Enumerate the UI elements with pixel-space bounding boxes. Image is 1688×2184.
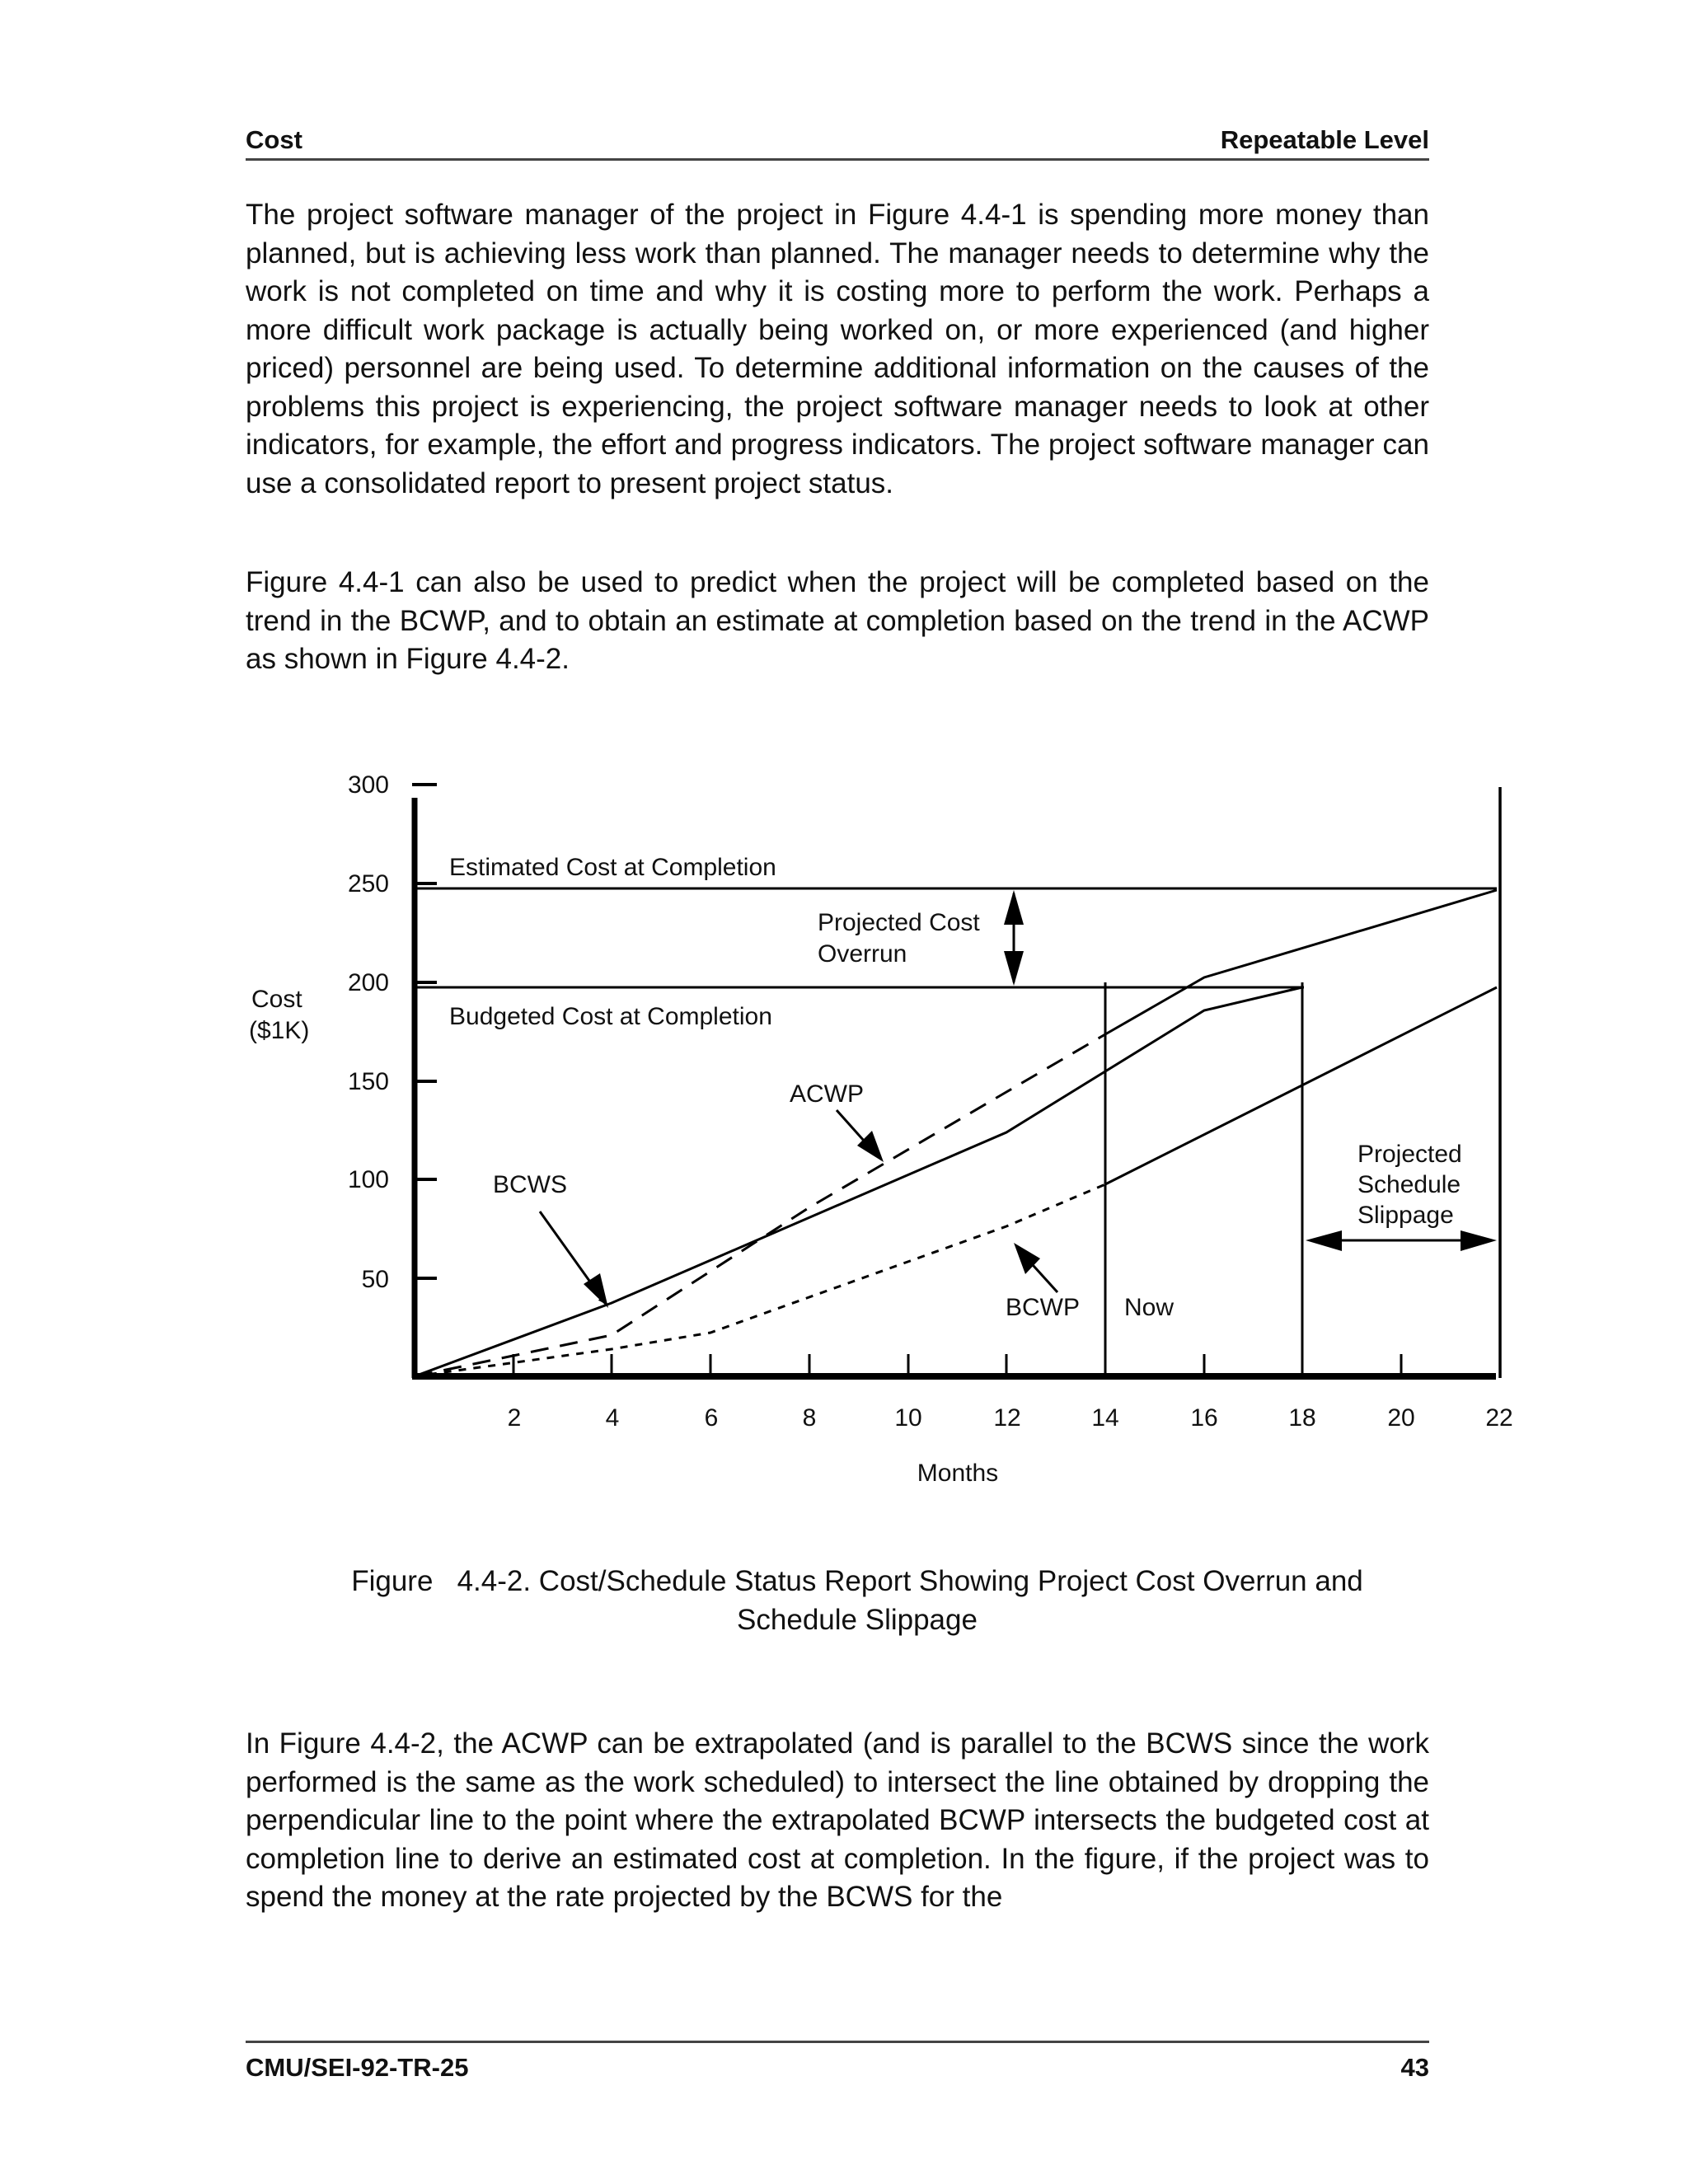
svg-text:8: 8 [802, 1404, 817, 1432]
y-tick-labels [348, 771, 389, 1293]
eac-label: Estimated Cost at Completion [449, 854, 776, 881]
acwp-label: ACWP [790, 1080, 864, 1108]
report-id: CMU/SEI-92-TR-25 [246, 2053, 469, 2082]
svg-text:50: 50 [361, 1266, 389, 1293]
svg-text:14: 14 [1091, 1404, 1119, 1432]
arrow-right-icon [1461, 1230, 1497, 1251]
svg-text:6: 6 [704, 1404, 719, 1432]
svg-text:18: 18 [1288, 1404, 1316, 1432]
body-paragraph-3: In Figure 4.4-2, the ACWP can be extrapolated (and is parallel to the BCWS since the work performed is the same as the work scheduled) to intersect the line obtained by dropping the perpendicular line to the point where the extrapolated BCWP intersects the budgeted cost at completion line to derive an estimated cost at completion. In the figure, if the project was to spend the money at the rate projected by the BCWS for the [246, 1727, 1429, 1913]
svg-text:100: 100 [347, 1166, 389, 1193]
arrow-left-icon [1306, 1230, 1342, 1251]
svg-text:250: 250 [347, 870, 389, 898]
svg-text:22: 22 [1485, 1404, 1513, 1432]
bcws-label: BCWS [493, 1171, 567, 1198]
body-paragraph-1: The project software manager of the project in Figure 4.4-1 is spending more money than planned, but is achieving less work than planned. The manager needs to determine why the work is not completed on time and why it is costing more to perform the work. Perhaps a more difficult work package is actually being worked on, or more experienced (and higher priced) personnel are being used. To determine additional information on the causes of the problems this project is experiencing, the project software manager needs to look at other indicators, for example, the effort and progress indicators. The project software manager can use a consolidated report to present project status. [246, 199, 1429, 499]
now-label: Now [1124, 1294, 1175, 1321]
bcwp-line [415, 1184, 1105, 1376]
overrun-label-line-1: Projected Cost [818, 909, 980, 936]
x-ticks [513, 1354, 1401, 1376]
acwp-line [415, 1034, 1105, 1376]
header-section-title: Cost [246, 125, 302, 154]
x-tick-labels [508, 1404, 1513, 1432]
y-axis-label-line-1: Cost [251, 986, 302, 1013]
page-footer [246, 2041, 1429, 2082]
figure-caption-line-2: Schedule Slippage [737, 1604, 978, 1636]
bac-label: Budgeted Cost at Completion [449, 1003, 772, 1030]
acwp-arrowhead-icon [857, 1131, 884, 1162]
svg-text:4: 4 [605, 1404, 620, 1432]
figure-caption [280, 1562, 1434, 1639]
svg-text:16: 16 [1190, 1404, 1218, 1432]
svg-text:300: 300 [347, 771, 389, 799]
slippage-label-line-3: Slippage [1357, 1202, 1454, 1229]
header-level-title: Repeatable Level [1220, 125, 1429, 154]
svg-text:12: 12 [993, 1404, 1021, 1432]
svg-text:10: 10 [894, 1404, 922, 1432]
svg-text:2: 2 [507, 1404, 522, 1432]
bcwp-label: BCWP [1006, 1294, 1080, 1321]
slippage-label-line-2: Schedule [1357, 1171, 1461, 1198]
svg-text:20: 20 [1387, 1404, 1415, 1432]
running-header [246, 124, 1429, 161]
overrun-label-line-2: Overrun [818, 940, 907, 968]
figure-caption-line-1: Figure 4.4-2. Cost/Schedule Status Report Showing Project Cost Overrun and [351, 1565, 1363, 1597]
figure-cost-schedule-chart [0, 742, 1688, 1516]
body-paragraph-2: Figure 4.4-1 can also be used to predict when the project will be completed based on the trend in the BCWP, and to obtain an estimate at completion based on the trend in the ACWP as shown in Figure 4.4-2. [246, 566, 1429, 675]
arrow-up-icon [1004, 890, 1024, 925]
svg-text:200: 200 [347, 969, 389, 996]
page-number: 43 [1400, 2053, 1429, 2082]
x-axis-label: Months [917, 1460, 999, 1487]
chart-svg [0, 742, 1688, 1516]
slippage-label-line-1: Projected [1357, 1141, 1462, 1168]
y-axis-label-line-2: ($1K) [249, 1017, 310, 1044]
svg-text:150: 150 [347, 1068, 389, 1095]
arrow-down-icon [1004, 951, 1024, 986]
